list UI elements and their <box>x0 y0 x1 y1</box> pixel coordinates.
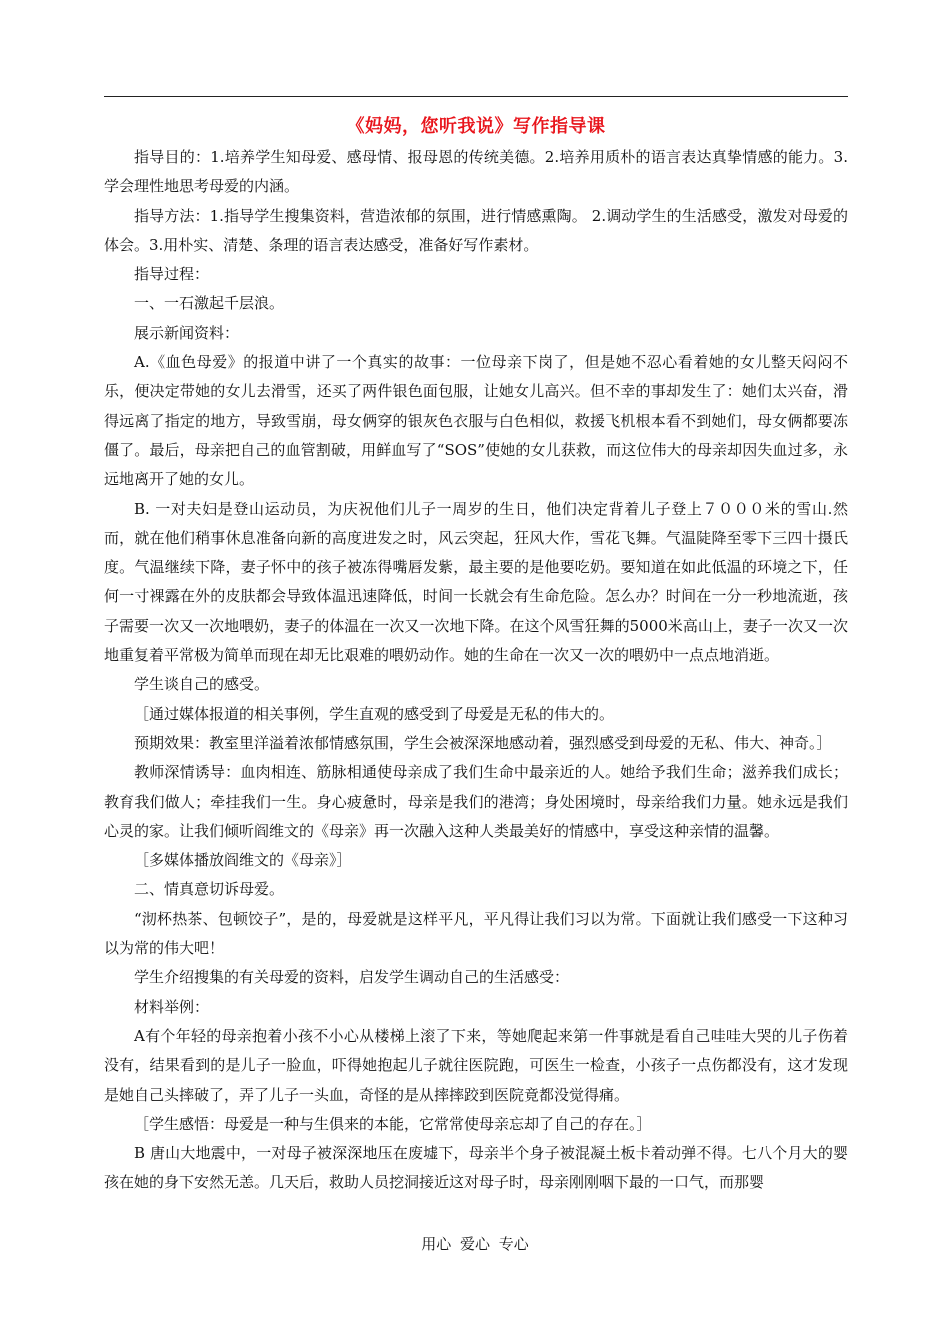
paragraph: A.《血色母爱》的报道中讲了一个真实的故事：一位母亲下岗了，但是她不忍心看着她的女儿整天闷闷不乐，便决定带她的女儿去滑雪，还买了两件银色面包服，让她女儿高兴。但不幸的事却发生了：她们太兴奋，滑得远离了指定的地方，导致雪崩，母女俩穿的银灰色衣服与白色相似，救援飞机根本看不到她们，母女俩都要冻僵了。最后，母亲把自己的血管割破，用鲜血写了“SOS”使她的女儿获救，而这位伟大的母亲却因失血过多，永远地离开了她的女儿。 <box>104 353 848 489</box>
paragraph: 指导过程： <box>134 265 210 284</box>
paragraph: 一、一石激起千层浪。 <box>134 294 285 313</box>
paragraph: B. 一对夫妇是登山运动员，为庆祝他们儿子一周岁的生日，他们决定背着儿子登上７０００米的雪山.然而，就在他们稍事休息准备向新的高度进发之时，风云突起，狂风大作，雪花飞舞。气温陡降至零下三四十摄氏度。气温继续下降，妻子怀中的孩子被冻得嘴唇发紫，最主要的是他要吃奶。要知道在如此低温的环境之下，任何一寸裸露在外的皮肤都会导致体温迅速降低，时间一长就会有生命危险。怎么办？时间在一分一秒地流逝，孩子需要一次又一次地喂奶，妻子的体温在一次又一次地下降。在这个风雪狂舞的5000米高山上，妻子一次又一次地重复着平常极为简单而现在却无比艰难的喂奶动作。她的生命在一次又一次的喂奶中一点点地消逝。 <box>104 499 848 665</box>
page-footer: 用心 爱心 专心 <box>421 1235 529 1253</box>
paragraph: ［多媒体播放阎维文的《母亲》］ <box>134 851 352 870</box>
paragraph: 材料举例： <box>134 997 210 1016</box>
paragraph: ［通过媒体报道的相关事例，学生直观的感受到了母爱是无私的伟大的。 <box>134 704 615 723</box>
paragraph: 展示新闻资料： <box>134 323 240 342</box>
paragraph: 学生谈自己的感受。 <box>134 675 270 694</box>
document-title: 《妈妈，您听我说》写作指导课 <box>346 116 606 137</box>
paragraph: 指导目的：1.培养学生知母爱、感母情、报母恩的传统美德。2.培养用质朴的语言表达真挚情感的能力。3.学会理性地思考母爱的内涵。 <box>104 148 848 196</box>
paragraph: B 唐山大地震中，一对母子被深深地压在废墟下，母亲半个身子被混凝土板卡着动弹不得。七八个月大的婴孩在她的身下安然无恙。几天后，救助人员挖洞接近这对母子时，母亲刚刚咽下最的一口气，而那婴 <box>104 1144 848 1192</box>
header-rule <box>104 96 848 97</box>
paragraph: ［学生感悟：母爱是一种与生俱来的本能，它常常使母亲忘却了自己的存在。］ <box>134 1114 652 1133</box>
paragraph: 学生介绍搜集的有关母爱的资料，启发学生调动自己的生活感受： <box>134 968 570 987</box>
paragraph: 指导方法：1.指导学生搜集资料，营造浓郁的氛围，进行情感熏陶。 2.调动学生的生活感受，激发对母爱的体会。3.用朴实、清楚、条理的语言表达感受，准备好写作素材。 <box>104 206 848 254</box>
document-body <box>104 143 848 1198</box>
paragraph: A有个年轻的母亲抱着小孩不小心从楼梯上滚了下来，等她爬起来第一件事就是看自己哇哇大哭的儿子伤着没有，结果看到的是儿子一脸血，吓得她抱起儿子就往医院跑，可医生一检查，小孩子一点伤都没有，这才发现是她自己头摔破了，弄了儿子一头血，奇怪的是从摔摔跤到医院竟都没觉得痛。 <box>104 1026 848 1104</box>
paragraph: “沏杯热茶、包顿饺子”，是的，母爱就是这样平凡，平凡得让我们习以为常。下面就让我们感受一下这种习以为常的伟大吧！ <box>104 909 848 958</box>
paragraph: 二、情真意切诉母爱。 <box>134 880 285 899</box>
paragraph: 预期效果：教室里洋溢着浓郁情感氛围，学生会被深深地感动着，强烈感受到母爱的无私、伟大、神奇。］ <box>134 733 832 752</box>
paragraph: 教师深情诱导：血肉相连、筋脉相通使母亲成了我们生命中最亲近的人。她给予我们生命；滋养我们成长；教育我们做人；牵挂我们一生。身心疲惫时，母亲是我们的港湾；身处困境时，母亲给我们力量。她永远是我们心灵的家。让我们倾听阎维文的《母亲》再一次融入这种人类最美好的情感中，享受这种亲情的温馨。 <box>104 763 848 840</box>
